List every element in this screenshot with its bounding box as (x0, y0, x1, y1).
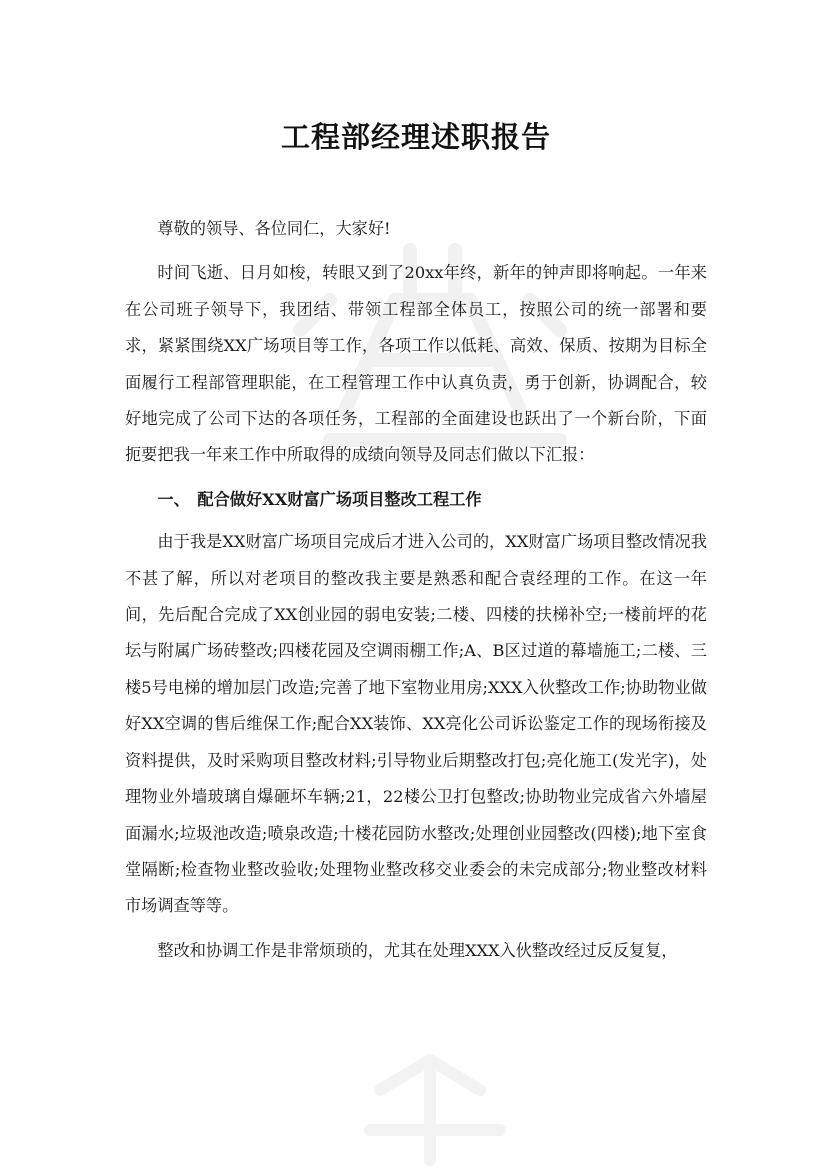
section-number: 一、 (157, 489, 190, 509)
document-body (125, 211, 707, 969)
section-heading-text: 配合做好XX财富广场项目整改工程工作 (197, 489, 482, 509)
intro-paragraph: 时间飞逝、日月如梭，转眼又到了20xx年终，新年的钟声即将响起。一年来在公司班子领导下，我团结、带领工程部全体员工，按照公司的统一部署和要求，紧紧围绕XX广场项目等工作，各项工作以低耗、高效、保质、按期为目标全面履行工程部管理职能，在工程管理工作中认真负责，勇于创新，协调配合，较好地完成了公司下达的各项任务，工程部的全面建设也跃出了一个新台阶，下面扼要把我一年来工作中所取得的成绩向领导及同志们做以下汇报： (125, 263, 707, 465)
section-heading (125, 482, 707, 518)
document-title: 工程部经理述职报告 (280, 120, 551, 154)
section-paragraph-1: 由于我是XX财富广场项目完成后才进入公司的，XX财富广场项目整改情况我不甚了解，所以对老项目的整改我主要是熟悉和配合袁经理的工作。在这一年间，先后配合完成了XX创业园的弱电安装;二楼、四楼的扶梯补空;一楼前坪的花坛与附属广场砖整改;四楼花园及空调雨棚工作;A、B区过道的幕墙施工;二楼、三楼5号电梯的增加层门改造;完善了地下室物业用房;XXX入伙整改工作;协助物业做好XX空调的售后维保工作;配合XX装饰、XX亮化公司诉讼鉴定工作的现场衔接及资料提供，及时采购项目整改材料;引导物业后期整改打包;亮化施工(发光字)，处理物业外墙玻璃自爆砸坏车辆;21，22楼公卫打包整改;协助物业完成省六外墙屋面漏水;垃圾池改造;喷泉改造;十楼花园防水整改;处理创业园整改(四楼);地下室食堂隔断;检查物业整改验收;处理物业整改移交业委会的未完成部分;物业整改材料市场调查等等。 (125, 532, 707, 916)
greeting-paragraph: 尊敬的领导、各位同仁，大家好! (157, 219, 391, 238)
document-content (125, 115, 707, 977)
section-paragraph-2: 整改和协调工作是非常烦琐的，尤其在处理XXX入伙整改经过反反复复， (157, 940, 678, 960)
